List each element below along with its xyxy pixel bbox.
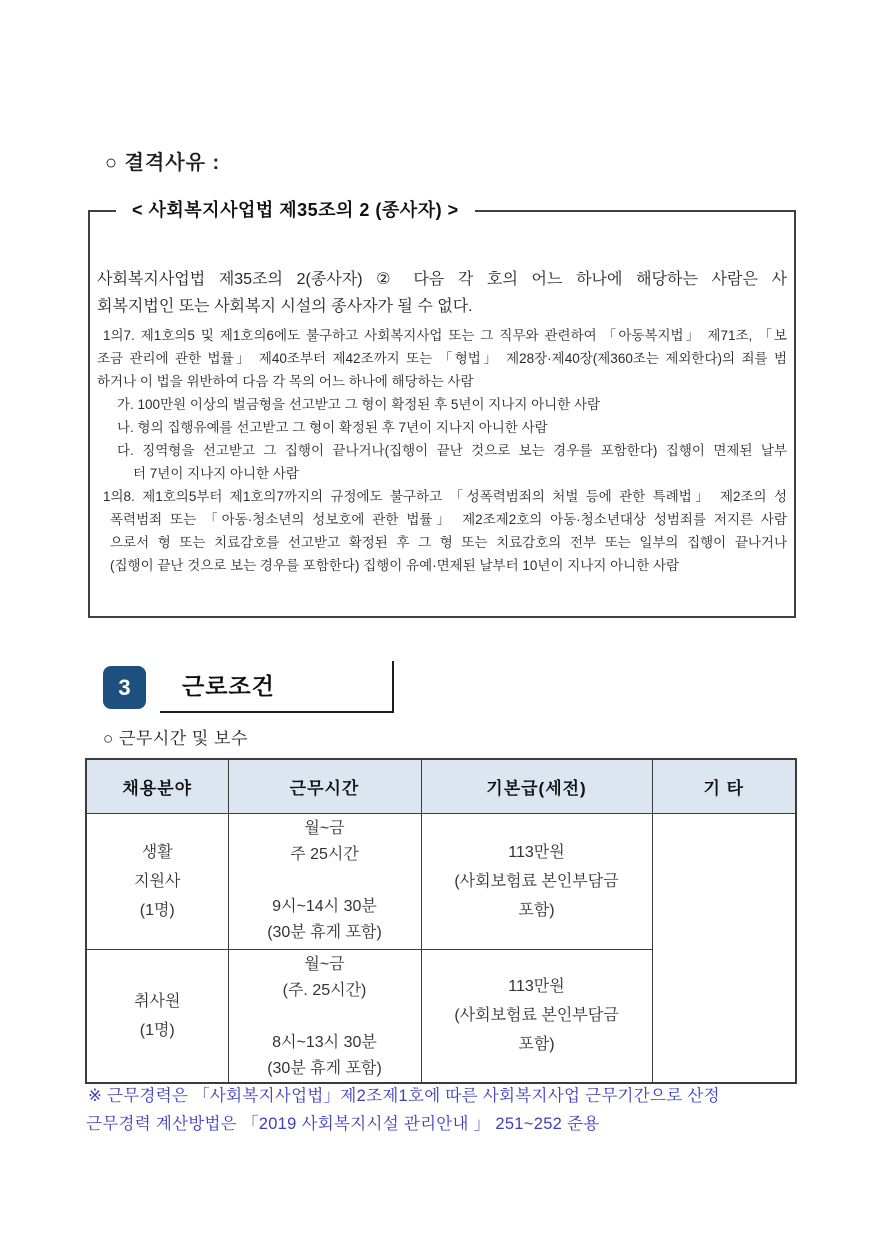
- law-clause-1-7-line: 하거나 이 법을 위반하여 다음 각 목의 어느 하나에 해당하는 사람: [97, 374, 474, 389]
- law-intro-line: 회복지법인 또는 사회복지 시설의 종사자가 될 수 없다.: [97, 298, 473, 315]
- cell-line: 월~금: [304, 819, 345, 837]
- col-header-pay: 기본급(세전): [421, 759, 652, 813]
- law-intro-line: 사회복지사업법 제35조의 2(종사자) ② 다음 각 호의 어느 하나에 해당하는 사람은 사: [97, 271, 787, 288]
- section-title-box: [160, 661, 394, 713]
- work-hours-subheading: ○ 근무시간 및 보수: [103, 729, 248, 748]
- cell-hours-living-support: [228, 813, 421, 949]
- disqualification-heading: ○ 결격사유 :: [105, 152, 221, 174]
- cell-line: 월~금: [304, 955, 345, 973]
- cell-line: (30분 휴게 포함): [267, 923, 382, 941]
- cell-line: (주. 25시간): [282, 981, 367, 999]
- footnote-line: ※ 근무경력은 「사회복지사업법」제2조제1호에 따른 사회복지사업 근무기간으로 산정: [88, 1087, 720, 1105]
- cell-line: 주 25시간: [290, 845, 359, 863]
- table-header-row: [86, 759, 796, 813]
- col-header-field: 채용분야: [86, 759, 228, 813]
- footnote-line: 근무경력 계산방법은 「2019 사회복지시설 관리안내 」 251~252 준용: [86, 1115, 600, 1133]
- law-clause-1-7-line: 1의7. 제1호의5 및 제1호의6에도 불구하고 사회복지사업 또는 그 직무와 관련하여 「아동복지법」 제71조, 「보: [103, 328, 787, 343]
- law-clause-1-8-line: (집행이 끝난 것으로 보는 경우를 포함한다) 집행이 유예·면제된 날부터 10년이 지나지 아니한 사람: [110, 558, 680, 573]
- section-number-badge: 3: [103, 666, 146, 709]
- cell-line: 113만원: [508, 978, 565, 995]
- cell-line: 취사원: [134, 992, 181, 1010]
- table-row: [86, 813, 796, 949]
- cell-line: (30분 휴게 포함): [267, 1059, 382, 1077]
- col-header-hours: 근무시간: [228, 759, 421, 813]
- law-clause-1-8-line: 으로서 형 또는 치료감호를 선고받고 확정된 후 그 형 또는 치료감호의 전부 또는 일부의 집행이 끝나거나: [110, 535, 787, 550]
- cell-line: 9시~14시 30분: [272, 897, 377, 915]
- cell-line: 생활: [141, 843, 173, 861]
- cell-line: [229, 1004, 421, 1030]
- law-box-title: < 사회복지사업법 제35조의 2 (종사자) >: [116, 196, 475, 222]
- cell-line: 포함): [518, 901, 555, 919]
- cell-line: (사회보험료 본인부담금: [454, 1007, 619, 1024]
- law-item-ga: 가. 100만원 이상의 벌금형을 선고받고 그 형이 확정된 후 5년이 지나지 아니한 사람: [117, 397, 601, 412]
- cell-line: 지원사: [134, 872, 181, 890]
- cell-line: [229, 868, 421, 894]
- law-clause-1-8-line: 1의8. 제1호의5부터 제1호의7까지의 규정에도 불구하고 「성폭력범죄의 처벌 등에 관한 특례법」 제2조의 성: [103, 489, 787, 504]
- law-box-content: [90, 212, 794, 577]
- section-title: 근로조건: [182, 673, 275, 699]
- law-item-na: 나. 형의 집행유예를 선고받고 그 형이 확정된 후 7년이 지나지 아니한 사람: [117, 420, 548, 435]
- law-box: [88, 200, 796, 618]
- cell-pay-cook: [421, 949, 652, 1083]
- cell-line: 8시~13시 30분: [272, 1033, 377, 1051]
- law-item-da-line: 다. 징역형을 선고받고 그 집행이 끝나거나(집행이 끝난 것으로 보는 경우를 포함한다) 집행이 면제된 날부: [117, 443, 787, 458]
- cell-field-living-support: [86, 813, 228, 949]
- law-clause-1-8-line: 폭력범죄 또는 「아동·청소년의 성보호에 관한 법률」 제2조제2호의 아동·청소년대상 성범죄를 저지른 사람: [110, 512, 787, 527]
- cell-line: 포함): [518, 1036, 555, 1053]
- cell-pay-living-support: [421, 813, 652, 949]
- cell-other: [652, 813, 796, 1083]
- cell-hours-cook: [228, 949, 421, 1083]
- cell-line: (1명): [139, 901, 175, 919]
- law-clause-1-7-line: 조금 관리에 관한 법률」 제40조부터 제42조까지 또는 「형법」 제28장·제40장(제360조는 제외한다)의 죄를 범: [97, 351, 787, 366]
- cell-line: (1명): [139, 1021, 175, 1039]
- footnotes: [86, 1082, 806, 1138]
- cell-field-cook: [86, 949, 228, 1083]
- cell-line: 113만원: [508, 843, 565, 861]
- work-conditions-table: [85, 758, 797, 1084]
- cell-line: (사회보험료 본인부담금: [454, 872, 619, 890]
- law-item-da-line: 터 7년이 지나지 아니한 사람: [133, 466, 299, 481]
- col-header-other: 기 타: [652, 759, 796, 813]
